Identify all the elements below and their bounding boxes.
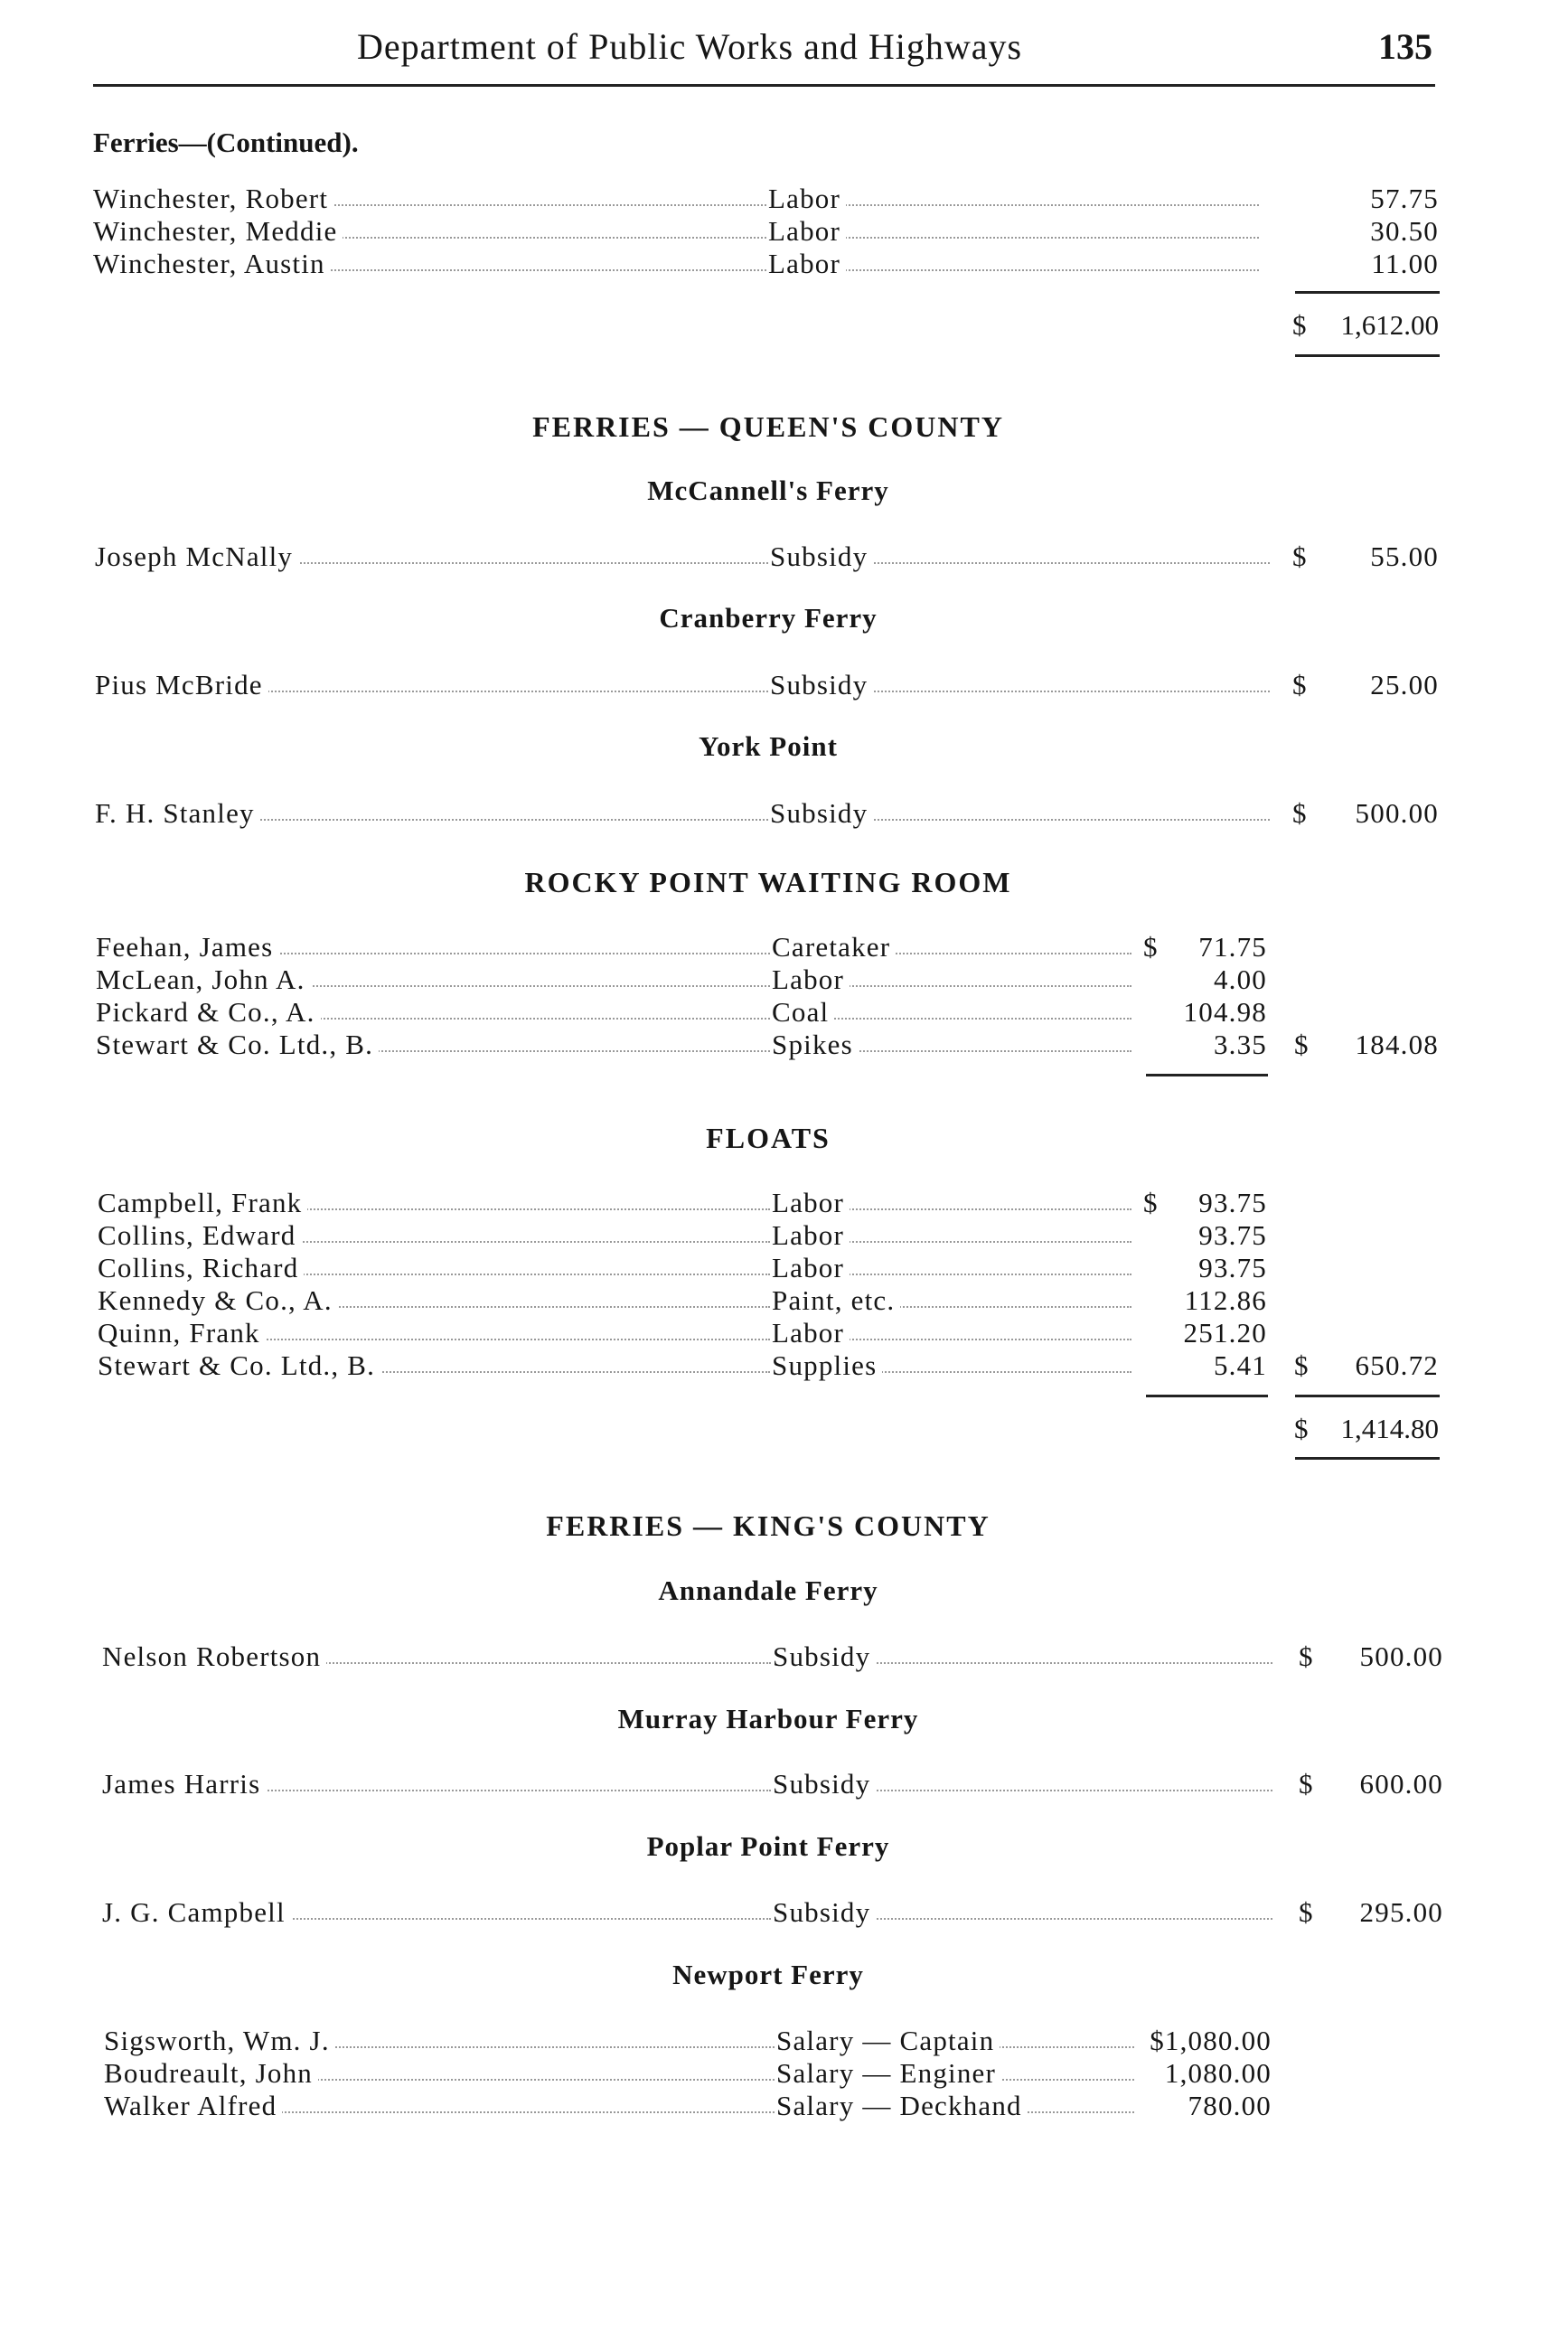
table-row: [0, 215, 1568, 248]
amount: 251.20: [1183, 1317, 1267, 1349]
payment-description: Coal: [770, 996, 834, 1029]
dollar-sign: $: [1292, 797, 1308, 829]
subtotal-rule: [1146, 1395, 1268, 1397]
subheading-cranberry-ferry: Cranberry Ferry: [659, 602, 878, 634]
payee-name: Winchester, Robert: [93, 183, 333, 215]
payee-name: Winchester, Austin: [93, 248, 331, 280]
amount: 11.00: [1371, 248, 1439, 279]
payment-description: Labor: [770, 1219, 850, 1252]
payee-name: Nelson Robertson: [102, 1640, 326, 1673]
payment-description: Labor: [770, 1317, 850, 1349]
subtotal-rule: [1295, 1395, 1440, 1397]
payment-description: Labor: [766, 215, 846, 248]
continued-heading: Ferries—(Continued).: [93, 127, 359, 158]
payee-name: F. H. Stanley: [95, 797, 260, 830]
dollar-sign: $: [1299, 1640, 1314, 1672]
table-row: [0, 1284, 1568, 1317]
payee-name: Stewart & Co. Ltd., B.: [96, 1029, 379, 1061]
page-number: 135: [1378, 26, 1432, 67]
payment-description: Subsidy: [771, 1768, 876, 1800]
payment-description: Salary — Captain: [775, 2025, 1000, 2057]
continued-total: 1,612.00: [1340, 309, 1439, 341]
amount: 93.75: [1198, 1187, 1267, 1218]
table-row: [0, 1349, 1568, 1382]
amount: 4.00: [1213, 964, 1267, 995]
payment-description: Paint, etc.: [770, 1284, 900, 1317]
subheading-annandale-ferry: Annandale Ferry: [658, 1574, 878, 1606]
amount: 295.00: [1359, 1896, 1443, 1928]
payment-description: Subsidy: [771, 1896, 876, 1929]
amount: 93.75: [1198, 1252, 1267, 1283]
table-row: [0, 669, 1568, 701]
amount: 1,080.00: [1164, 2057, 1272, 2089]
table-row: [0, 2090, 1568, 2122]
amount: 55.00: [1370, 540, 1439, 572]
amount: $1,080.00: [1150, 2025, 1272, 2056]
payment-description: Supplies: [770, 1349, 882, 1382]
table-row: [0, 1029, 1568, 1061]
payee-name: Pius McBride: [95, 669, 268, 701]
table-row: [0, 540, 1568, 573]
table-row: [0, 797, 1568, 830]
payee-name: Kennedy & Co., A.: [98, 1284, 338, 1317]
table-row: [0, 1896, 1568, 1929]
payee-name: Collins, Richard: [98, 1252, 304, 1284]
amount: 57.75: [1370, 183, 1439, 214]
payment-description: Spikes: [770, 1029, 859, 1061]
subheading-mccannells-ferry: McCannell's Ferry: [647, 475, 889, 506]
amount: 71.75: [1198, 931, 1267, 963]
subheading-murray-harbour-ferry: Murray Harbour Ferry: [617, 1703, 919, 1734]
dollar-sign: $: [1299, 1768, 1314, 1800]
payee-name: James Harris: [102, 1768, 266, 1800]
dollar-sign: $: [1143, 1187, 1159, 1218]
subtotal-rule: [1146, 1074, 1268, 1076]
subtotal-rule: [1295, 291, 1440, 294]
payment-description: Subsidy: [771, 1640, 876, 1673]
subheading-york-point: York Point: [699, 730, 838, 762]
amount: 25.00: [1370, 669, 1439, 700]
amount: 104.98: [1183, 996, 1267, 1028]
table-row: [0, 996, 1568, 1029]
table-row: [0, 964, 1568, 996]
section-total: 184.08: [1355, 1029, 1439, 1060]
payee-name: Campbell, Frank: [98, 1187, 307, 1219]
table-row: [0, 1187, 1568, 1219]
table-row: [0, 183, 1568, 215]
payee-name: Feehan, James: [96, 931, 278, 964]
amount: 112.86: [1184, 1284, 1267, 1316]
table-row: [0, 1317, 1568, 1349]
table-row: [0, 1768, 1568, 1800]
table-row: [0, 248, 1568, 280]
page-header-title: Department of Public Works and Highways: [357, 26, 1023, 67]
dollar-sign: $: [1292, 540, 1308, 572]
payment-description: Labor: [770, 964, 850, 996]
payee-name: McLean, John A.: [96, 964, 311, 996]
payee-name: Sigsworth, Wm. J.: [104, 2025, 335, 2057]
subheading-poplar-point-ferry: Poplar Point Ferry: [646, 1830, 890, 1862]
grand-total: 1,414.80: [1340, 1413, 1439, 1444]
payee-name: Walker Alfred: [104, 2090, 282, 2122]
dollar-sign: $: [1299, 1896, 1314, 1928]
amount: 500.00: [1359, 1640, 1443, 1672]
payment-description: Labor: [766, 183, 846, 215]
table-row: [0, 2057, 1568, 2090]
payment-description: Salary — Enginer: [775, 2057, 1001, 2090]
amount: 3.35: [1213, 1029, 1267, 1060]
payment-description: Salary — Deckhand: [775, 2090, 1028, 2122]
table-row: [0, 1640, 1568, 1673]
table-row: [0, 931, 1568, 964]
payee-name: Quinn, Frank: [98, 1317, 266, 1349]
header-rule: [93, 84, 1435, 87]
payee-name: Joseph McNally: [95, 540, 298, 573]
dollar-sign: $: [1294, 1029, 1310, 1060]
total-rule: [1295, 354, 1440, 357]
payment-description: Caretaker: [770, 931, 896, 964]
payee-name: J. G. Campbell: [102, 1896, 291, 1929]
amount: 600.00: [1359, 1768, 1443, 1800]
payment-description: Labor: [770, 1252, 850, 1284]
payment-description: Subsidy: [768, 540, 873, 573]
payment-description: Subsidy: [768, 797, 873, 830]
payment-description: Labor: [766, 248, 846, 280]
dollar-sign: $: [1292, 669, 1308, 700]
amount: 780.00: [1188, 2090, 1272, 2121]
payee-name: Winchester, Meddie: [93, 215, 343, 248]
amount: 5.41: [1213, 1349, 1267, 1381]
dollar-sign: $: [1292, 309, 1307, 341]
amount: 30.50: [1370, 215, 1439, 247]
payment-description: Labor: [770, 1187, 850, 1219]
table-row: [0, 1252, 1568, 1284]
table-row: [0, 2025, 1568, 2057]
payee-name: Collins, Edward: [98, 1219, 302, 1252]
dollar-sign: $: [1294, 1349, 1310, 1381]
table-row: [0, 1219, 1568, 1252]
section-heading-floats: FLOATS: [706, 1122, 831, 1154]
section-heading-kings-county: FERRIES — KING'S COUNTY: [546, 1509, 991, 1542]
section-heading-queens-county: FERRIES — QUEEN'S COUNTY: [532, 410, 1004, 443]
section-heading-rocky-point: ROCKY POINT WAITING ROOM: [524, 866, 1012, 898]
amount: 93.75: [1198, 1219, 1267, 1251]
total-rule: [1295, 1457, 1440, 1460]
payment-description: Subsidy: [768, 669, 873, 701]
payee-name: Pickard & Co., A.: [96, 996, 321, 1029]
section-total: 650.72: [1355, 1349, 1439, 1381]
dollar-sign: $: [1294, 1413, 1309, 1444]
dollar-sign: $: [1143, 931, 1159, 963]
payee-name: Boudreault, John: [104, 2057, 318, 2090]
payee-name: Stewart & Co. Ltd., B.: [98, 1349, 380, 1382]
subheading-newport-ferry: Newport Ferry: [672, 1959, 864, 1990]
amount: 500.00: [1355, 797, 1439, 829]
